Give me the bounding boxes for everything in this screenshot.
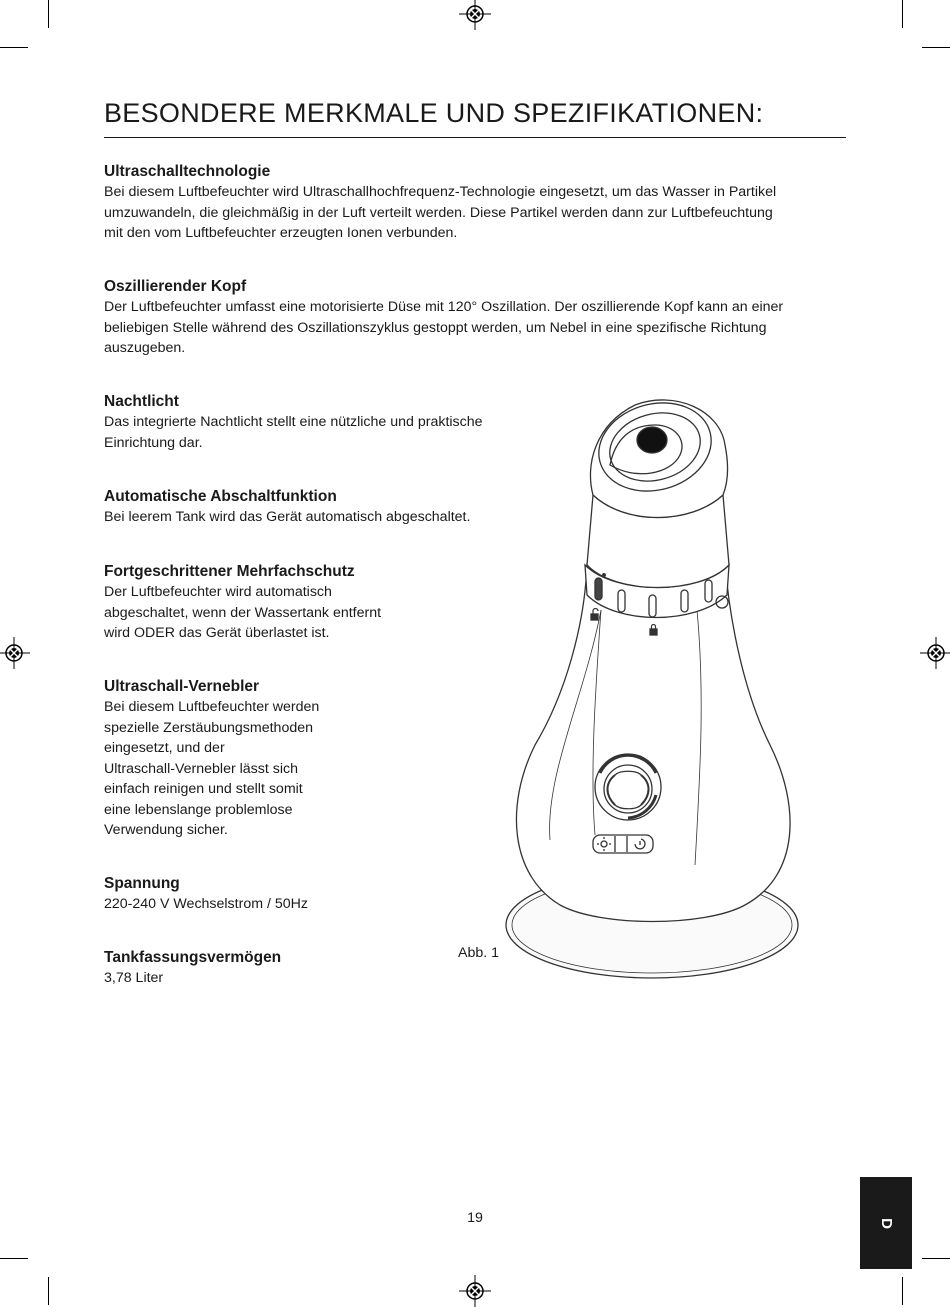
section-heading: Automatische Abschaltfunktion — [104, 488, 337, 505]
humidifier-illustration — [505, 395, 810, 985]
section-body: Der Luftbefeuchter umfasst eine motorisierte Düse mit 120° Oszillation. Der oszillierende Kopf kann an einer beliebigen Stelle während des Oszillationszyklus gestoppt werden, um Nebel in eine spezifische Richtung auszugeben. — [104, 299, 784, 356]
language-tab-label: D — [877, 1217, 895, 1229]
registration-mark-icon — [459, 1275, 491, 1307]
language-tab — [860, 1177, 912, 1269]
section-body: Das integrierte Nachtlicht stellt eine nützliche und praktische Einrichtung dar. — [104, 414, 483, 451]
section-heading: Spannung — [104, 875, 180, 892]
section-body: Bei diesem Luftbefeuchter wird Ultraschallhochfrequenz-Technologie eingesetzt, um das Wasser in Partikel umzuwandeln, die gleichmäßig in der Luft verteilt werden. Diese Partikel werden dann zur Luftbefeuchtung mit den vom Luftbefeuchter erzeugten Ionen verbunden. — [104, 184, 777, 241]
crop-mark — [902, 0, 903, 28]
crop-mark — [922, 1258, 950, 1259]
crop-mark — [0, 1258, 28, 1259]
figure-label: Abb. 1 — [458, 945, 500, 961]
section-heading: Oszillierender Kopf — [104, 278, 247, 295]
section-body: 220-240 V Wechselstrom / 50Hz — [104, 896, 308, 912]
section-body: 3,78 Liter — [104, 970, 164, 986]
registration-mark-icon — [920, 637, 950, 669]
section-tank-capacity — [104, 948, 281, 989]
section-heading: Nachtlicht — [104, 393, 179, 410]
section-multi-protection — [104, 562, 381, 644]
section-heading: Ultraschalltechnologie — [104, 163, 271, 180]
section-voltage — [104, 874, 308, 915]
crop-mark — [48, 1277, 49, 1305]
section-auto-shutoff — [104, 487, 470, 528]
section-oscillating-head — [104, 277, 783, 359]
section-body: Der Luftbefeuchter wird automatisch abgeschaltet, wenn der Wassertank entfernt wird ODER das Gerät überlastet ist. — [104, 584, 382, 641]
section-night-light — [104, 392, 483, 453]
registration-mark-icon — [0, 637, 30, 669]
section-ultrasonic-nebulizer — [104, 677, 319, 841]
page-number: 19 — [467, 1210, 483, 1226]
section-heading: Tankfassungsvermögen — [104, 949, 282, 966]
page-title: BESONDERE MERKMALE UND SPEZIFIKATIONEN: — [104, 98, 846, 138]
crop-mark — [48, 0, 49, 28]
crop-mark — [902, 1277, 903, 1305]
mist-dial-icon — [595, 754, 661, 820]
registration-mark-icon — [459, 0, 491, 30]
section-heading: Ultraschall-Vernebler — [104, 678, 260, 695]
section-body: Bei diesem Luftbefeuchter werden spezielle Zerstäubungsmethoden eingesetzt, und der Ultraschall-Vernebler lässt sich einfach reinigen und stellt somit eine lebenslange problemlose Verwendung sicher. — [104, 699, 320, 838]
section-ultrasonic-technology — [104, 162, 776, 244]
crop-mark — [922, 47, 950, 48]
section-heading: Fortgeschrittener Mehrfachschutz — [104, 563, 355, 580]
crop-mark — [0, 47, 28, 48]
section-body: Bei leerem Tank wird das Gerät automatisch abgeschaltet. — [104, 509, 471, 525]
